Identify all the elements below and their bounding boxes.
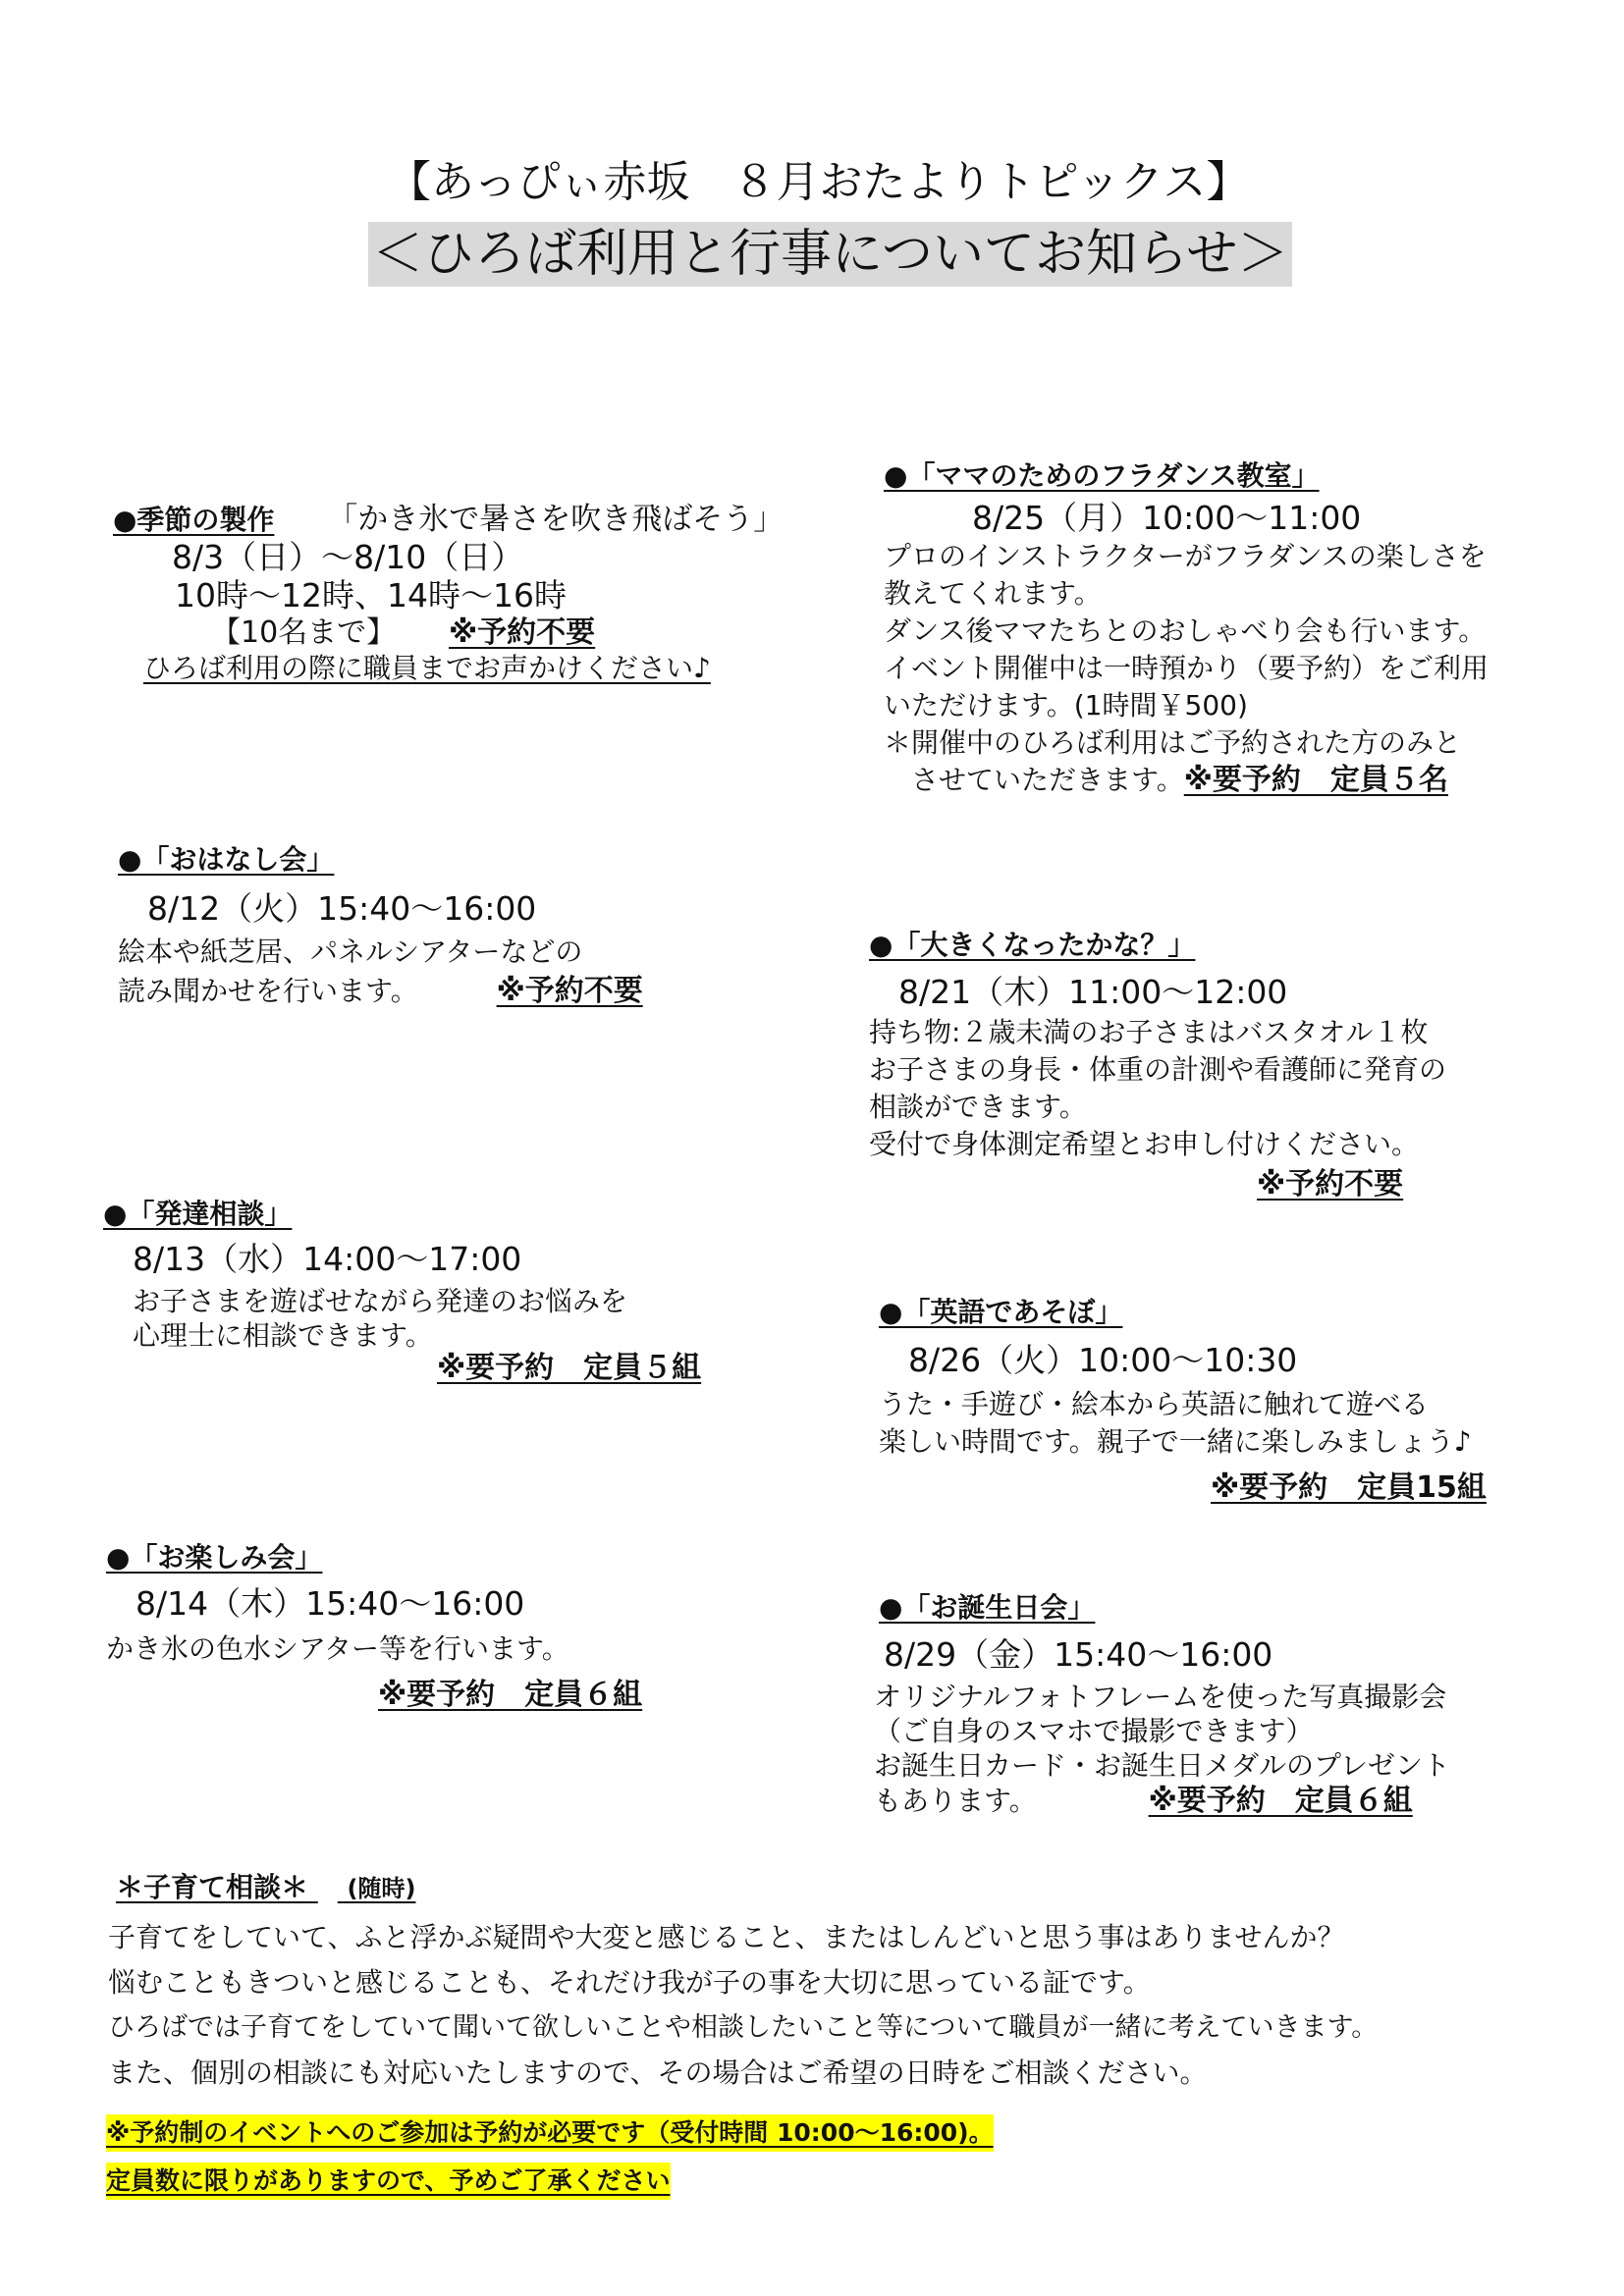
tanjoubi-reservation: ※要予約 定員６組 — [1148, 1784, 1413, 1818]
tanjoubi-line: オリジナルフォトフレームを使った写真撮影会 — [874, 1681, 1447, 1713]
eigo-line: うた・手遊び・絵本から英語に触れて遊べる — [879, 1388, 1430, 1420]
tanjoubi-description — [874, 1680, 1450, 1820]
hattatsu-heading: ●「発達相談」 — [103, 1198, 293, 1230]
hula-line: 教えてくれます。 — [884, 577, 1102, 610]
otanoshimi-reservation: ※要予約 定員６組 — [378, 1678, 643, 1712]
hula-line: イベント開催中は一時預かり（要予約）をご利用 — [884, 652, 1489, 684]
eigo-description — [879, 1386, 1472, 1461]
tanjoubi-date: 8/29（金）15:40～16:00 — [884, 1635, 1273, 1674]
ookiku-description — [869, 1014, 1446, 1163]
hattatsu-reservation: ※要予約 定員５組 — [437, 1351, 702, 1385]
consultation-line: 子育てをしていて、ふと浮かぶ疑問や大変と感じること、またはしんどいと思う事はありませんか？ — [108, 1921, 1345, 1953]
consultation-body — [108, 1915, 1378, 2096]
page-title: 【あっぴぃ赤坂 ８月おたよりトピックス】 — [388, 157, 1250, 207]
hula-heading: ●「ママのためのフラダンス教室」 — [884, 459, 1320, 492]
capacity-notice: 定員数に限りがありますので、予めご了承ください — [106, 2163, 671, 2200]
eigo-reservation: ※要予約 定員15組 — [1211, 1470, 1487, 1505]
seasonal-note: ひろば利用の際に職員までお声かけください♪ — [143, 652, 711, 684]
hattatsu-line: 心理士に相談できます。 — [133, 1319, 433, 1352]
tanjoubi-line: もあります。 ※要予約 定員６組 — [874, 1784, 1413, 1818]
tanjoubi-line: お誕生日カード・お誕生日メダルのプレゼント — [874, 1749, 1450, 1782]
ookiku-line: 相談ができます。 — [869, 1091, 1087, 1123]
eigo-heading: ●「英語であそぼ」 — [879, 1296, 1123, 1328]
eigo-date: 8/26（火）10:00～10:30 — [908, 1341, 1298, 1379]
tanjoubi-heading: ●「お誕生日会」 — [879, 1591, 1096, 1624]
ookiku-date: 8/21（木）11:00～12:00 — [898, 973, 1288, 1011]
otanoshimi-heading: ●「お楽しみ会」 — [106, 1541, 323, 1574]
ohanashi-reservation: ※予約不要 — [496, 974, 643, 1008]
hula-line: いただけます。(1時間￥500) — [884, 689, 1248, 721]
seasonal-capacity: 【10名まで】 — [211, 615, 397, 650]
ookiku-line: 持ち物:２歳未満のお子さまはバスタオル１枚 — [869, 1016, 1429, 1048]
hattatsu-line: お子さまを遊ばせながら発達のお悩みを — [133, 1285, 628, 1317]
seasonal-date: 8/3（日）～8/10（日） — [172, 538, 524, 576]
ookiku-line: 受付で身体測定希望とお申し付けください。 — [869, 1128, 1420, 1160]
ohanashi-line2-row: 読み聞かせを行います。 ※予約不要 — [118, 974, 643, 1008]
consultation-heading: ＊子育て相談＊ (随時) — [116, 1871, 416, 1903]
page-subtitle: ＜ひろば利用と行事についてお知らせ＞ — [368, 222, 1292, 287]
reservation-notice: ※予約制のイベントへのご参加は予約が必要です（受付時間 10:00～16:00)。 — [106, 2114, 994, 2152]
ohanashi-heading: ●「おはなし会」 — [118, 843, 335, 876]
ookiku-heading: ●「大きくなったかな？」 — [869, 929, 1196, 961]
seasonal-craft-event — [113, 501, 784, 539]
ookiku-reservation: ※予約不要 — [1257, 1167, 1404, 1201]
otanoshimi-date: 8/14（木）15:40～16:00 — [135, 1584, 525, 1623]
hattatsu-date: 8/13（水）14:00～17:00 — [133, 1240, 522, 1278]
seasonal-capacity-row — [211, 614, 595, 652]
hattatsu-description — [133, 1283, 627, 1352]
consultation-line: 悩むこともきついと感じることも、それだけ我が子の事を大切に思っている証です。 — [108, 1966, 1151, 1999]
hula-line: ＊開催中のひろば利用はご予約された方のみと — [884, 726, 1462, 759]
consultation-line: また、個別の相談にも対応いたしますので、その場合はご希望の日時をご相談ください。 — [108, 2056, 1208, 2089]
hula-date: 8/25（月）10:00～11:00 — [972, 499, 1362, 537]
hula-description — [884, 538, 1489, 799]
consultation-line: ひろばでは子育てをしていて聞いて欲しいことや相談したいこと等について職員が一緒に考えていきます。 — [108, 2012, 1379, 2043]
hula-line: ダンス後ママたちとのおしゃべり会も行います。 — [884, 614, 1487, 647]
ookiku-line: お子さまの身長・体重の計測や看護師に発育の — [869, 1053, 1447, 1086]
seasonal-theme: 「かき氷で暑さを吹き飛ばそう」 — [327, 502, 785, 537]
hula-reservation: ※要予約 定員５名 — [1183, 763, 1448, 797]
ohanashi-line1: 絵本や紙芝居、パネルシアターなどの — [118, 935, 583, 968]
eigo-line: 楽しい時間です。親子で一緒に楽しみましょう♪ — [879, 1425, 1472, 1458]
otanoshimi-line: かき氷の色水シアター等を行います。 — [106, 1632, 569, 1665]
seasonal-heading: ●季節の製作 — [113, 504, 275, 536]
seasonal-time: 10時～12時、14時～16時 — [175, 576, 567, 614]
seasonal-reservation: ※予約不要 — [449, 615, 596, 650]
hula-line: させていただきます。※要予約 定員５名 — [884, 763, 1448, 797]
hula-line: プロのインストラクターがフラダンスの楽しさを — [884, 540, 1487, 572]
ohanashi-date: 8/12（火）15:40～16:00 — [147, 889, 537, 928]
tanjoubi-line: （ご自身のスマホで撮影できます） — [874, 1715, 1314, 1747]
